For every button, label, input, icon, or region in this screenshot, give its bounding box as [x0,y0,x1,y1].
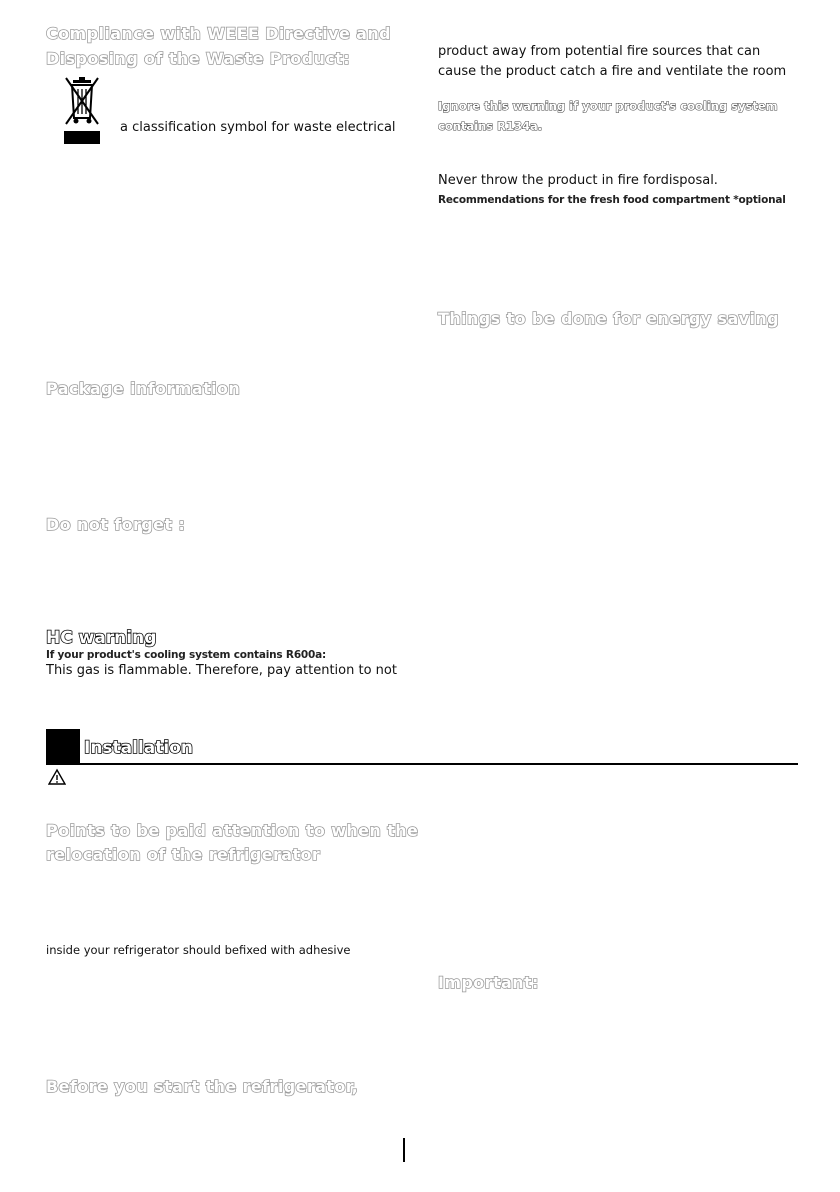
ignore-warning-line1: Ignore this warning if your product's cooling system [438,99,778,113]
do-not-forget-heading: Do not forget : [46,515,186,534]
section-number-box [46,729,80,763]
page-number-divider [403,1138,405,1162]
fire-line1: product away from potential fire sources that can [438,44,761,59]
energy-saving-heading: Things to be done for energy saving [438,309,779,328]
section-divider [46,763,798,765]
warning-triangle-icon [48,768,66,786]
hc-text: This gas is flammable. Therefore, pay attention to not [46,663,397,678]
important-heading: Important: [438,973,539,992]
installation-title: Installation [84,738,194,758]
before-start-heading: Before you start the refrigerator, [46,1077,359,1096]
hc-warning-heading: HC warning [46,628,157,648]
weee-heading-line1: Compliance with WEEE Directive and [46,24,392,43]
never-throw-text: Never throw the product in fire fordisposal. [438,173,718,188]
recommendations-text: Recommendations for the fresh food compartment *optional [438,194,786,206]
package-heading: Package information [46,379,241,398]
hc-subheading: If your product's cooling system contains R600a: [46,649,327,661]
adhesive-text: inside your refrigerator should befixed with adhesive [46,943,351,957]
relocation-heading-line2: relocation of the refrigerator [46,845,321,864]
weee-heading-line2: Disposing of the Waste Product: [46,49,350,68]
fire-line2: cause the product catch a fire and ventilate the room [438,64,787,79]
weee-symbol-text: a classification symbol for waste electrical [120,120,396,135]
weee-crossed-bin-icon [60,74,104,146]
relocation-heading-line1: Points to be paid attention to when the [46,821,419,840]
ignore-warning-line2: contains R134a. [438,119,543,133]
